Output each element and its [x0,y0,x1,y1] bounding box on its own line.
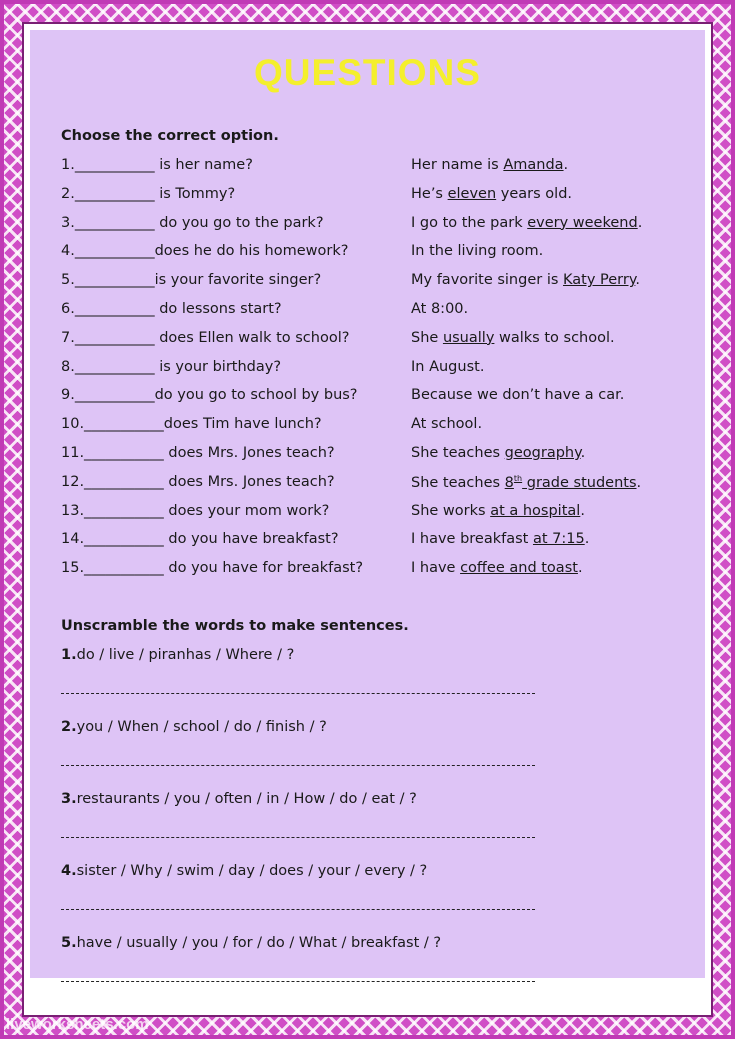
answer-plain: . [637,214,643,231]
answer-text [411,186,572,202]
question-text: 5.___________is your favorite singer? [61,272,322,289]
answer-plain: . [580,445,586,461]
item-number: 1. [61,647,77,663]
answer-plain: She works [411,502,491,519]
answer-plain: . [635,272,640,289]
answer-line[interactable] [61,693,535,694]
item-number: 4. [61,863,77,879]
question-text: 8.___________ is your birthday? [61,358,282,375]
question-text: 6.___________ do lessons start? [61,301,282,317]
watermark: liveworksheets.com [6,1016,149,1033]
answer-underlined: eleven [447,185,497,202]
scrambled-words: restaurants / you / often / in / How / do / eat / ? [76,791,417,807]
question-text: 1.___________ is her name? [61,157,253,173]
answer-line[interactable] [61,909,535,910]
scrambled-words: sister / Why / swim / day / does / your / every / ? [76,863,428,879]
answer-text [411,301,468,317]
answer-plain: . [584,531,590,548]
item-number: 3. [61,791,77,807]
worksheet-bottom-strip [30,978,705,1011]
question-text: 9.___________do you go to school by bus? [61,387,358,404]
answer-plain: . [580,502,585,519]
question-text: 12.___________ does Mrs. Jones teach? [61,473,335,490]
answer-plain: In August. [411,358,485,375]
answer-text [411,416,482,432]
answer-line[interactable] [61,765,535,766]
unscramble-prompt [61,935,441,951]
answer-plain: Her name is [411,157,504,173]
answer-underlined: usually [442,329,495,346]
answer-text [411,157,568,173]
question-text: 15.___________ do you have for breakfast? [61,560,364,577]
question-text: 13.___________ does your mom work? [61,502,330,519]
answer-text [411,387,624,403]
answer-plain: years old. [496,185,573,202]
answer-plain: . [577,560,583,577]
answer-plain: My favorite singer is [411,272,564,289]
answer-plain: Because we don’t have a car. [411,387,625,404]
answer-plain: She [411,329,443,346]
answer-superscript: th [513,473,523,483]
answer-text [411,445,585,461]
answer-text [411,330,615,346]
answer-plain: She teaches [411,474,505,491]
answer-text [411,243,543,259]
answer-plain: . [636,474,642,491]
answer-underlined: at 7:15 [532,531,585,548]
scrambled-words: you / When / school / do / finish / ? [76,719,327,735]
answer-underlined: grade students [522,474,637,491]
answer-plain: He’s [411,185,448,202]
scrambled-words: have / usually / you / for / do / What / breakfast / ? [76,935,442,951]
answer-underlined: 8 [504,474,514,491]
section1-heading: Choose the correct option. [61,128,279,144]
unscramble-prompt [61,647,294,663]
answer-text [411,531,589,547]
unscramble-prompt [61,719,327,735]
answer-underlined: at a hospital [490,502,581,519]
answer-underlined: coffee and toast [460,560,578,577]
question-text: 11.___________ does Mrs. Jones teach? [61,445,335,461]
answer-text [411,215,642,231]
scrambled-words: do / live / piranhas / Where / ? [76,647,295,663]
section2-heading: Unscramble the words to make sentences. [61,618,409,634]
answer-plain: . [563,157,569,173]
question-text: 3.___________ do you go to the park? [61,214,324,231]
answer-plain: At school. [411,416,483,433]
unscramble-prompt [61,791,417,807]
item-number: 5. [61,935,77,951]
answer-text [411,359,484,375]
answer-text [411,503,585,519]
answer-line[interactable] [61,981,535,982]
question-text: 7.___________ does Ellen walk to school? [61,329,350,346]
answer-underlined: every weekend [527,214,638,231]
answer-text [411,560,583,576]
question-text: 10.___________does Tim have lunch? [61,416,322,433]
unscramble-prompt [61,863,427,879]
answer-plain: I go to the park [411,214,528,231]
answer-plain: She teaches [411,445,505,461]
question-text: 4.___________does he do his homework? [61,243,349,260]
answer-plain: At 8:00. [411,301,469,317]
answer-plain: walks to school. [494,329,615,346]
question-text: 2.___________ is Tommy? [61,185,236,202]
answer-plain: In the living room. [411,243,544,260]
answer-plain: I have breakfast [411,531,533,548]
answer-text [411,272,640,288]
item-number: 2. [61,719,77,735]
answer-text [411,474,641,491]
answer-line[interactable] [61,837,535,838]
answer-underlined: Amanda [503,157,564,173]
page-title: QUESTIONS [254,52,481,93]
question-text: 14.___________ do you have breakfast? [61,531,339,548]
answer-plain: I have [411,560,461,577]
answer-underlined: geography [504,445,581,461]
answer-underlined: Katy Perry [563,272,636,289]
